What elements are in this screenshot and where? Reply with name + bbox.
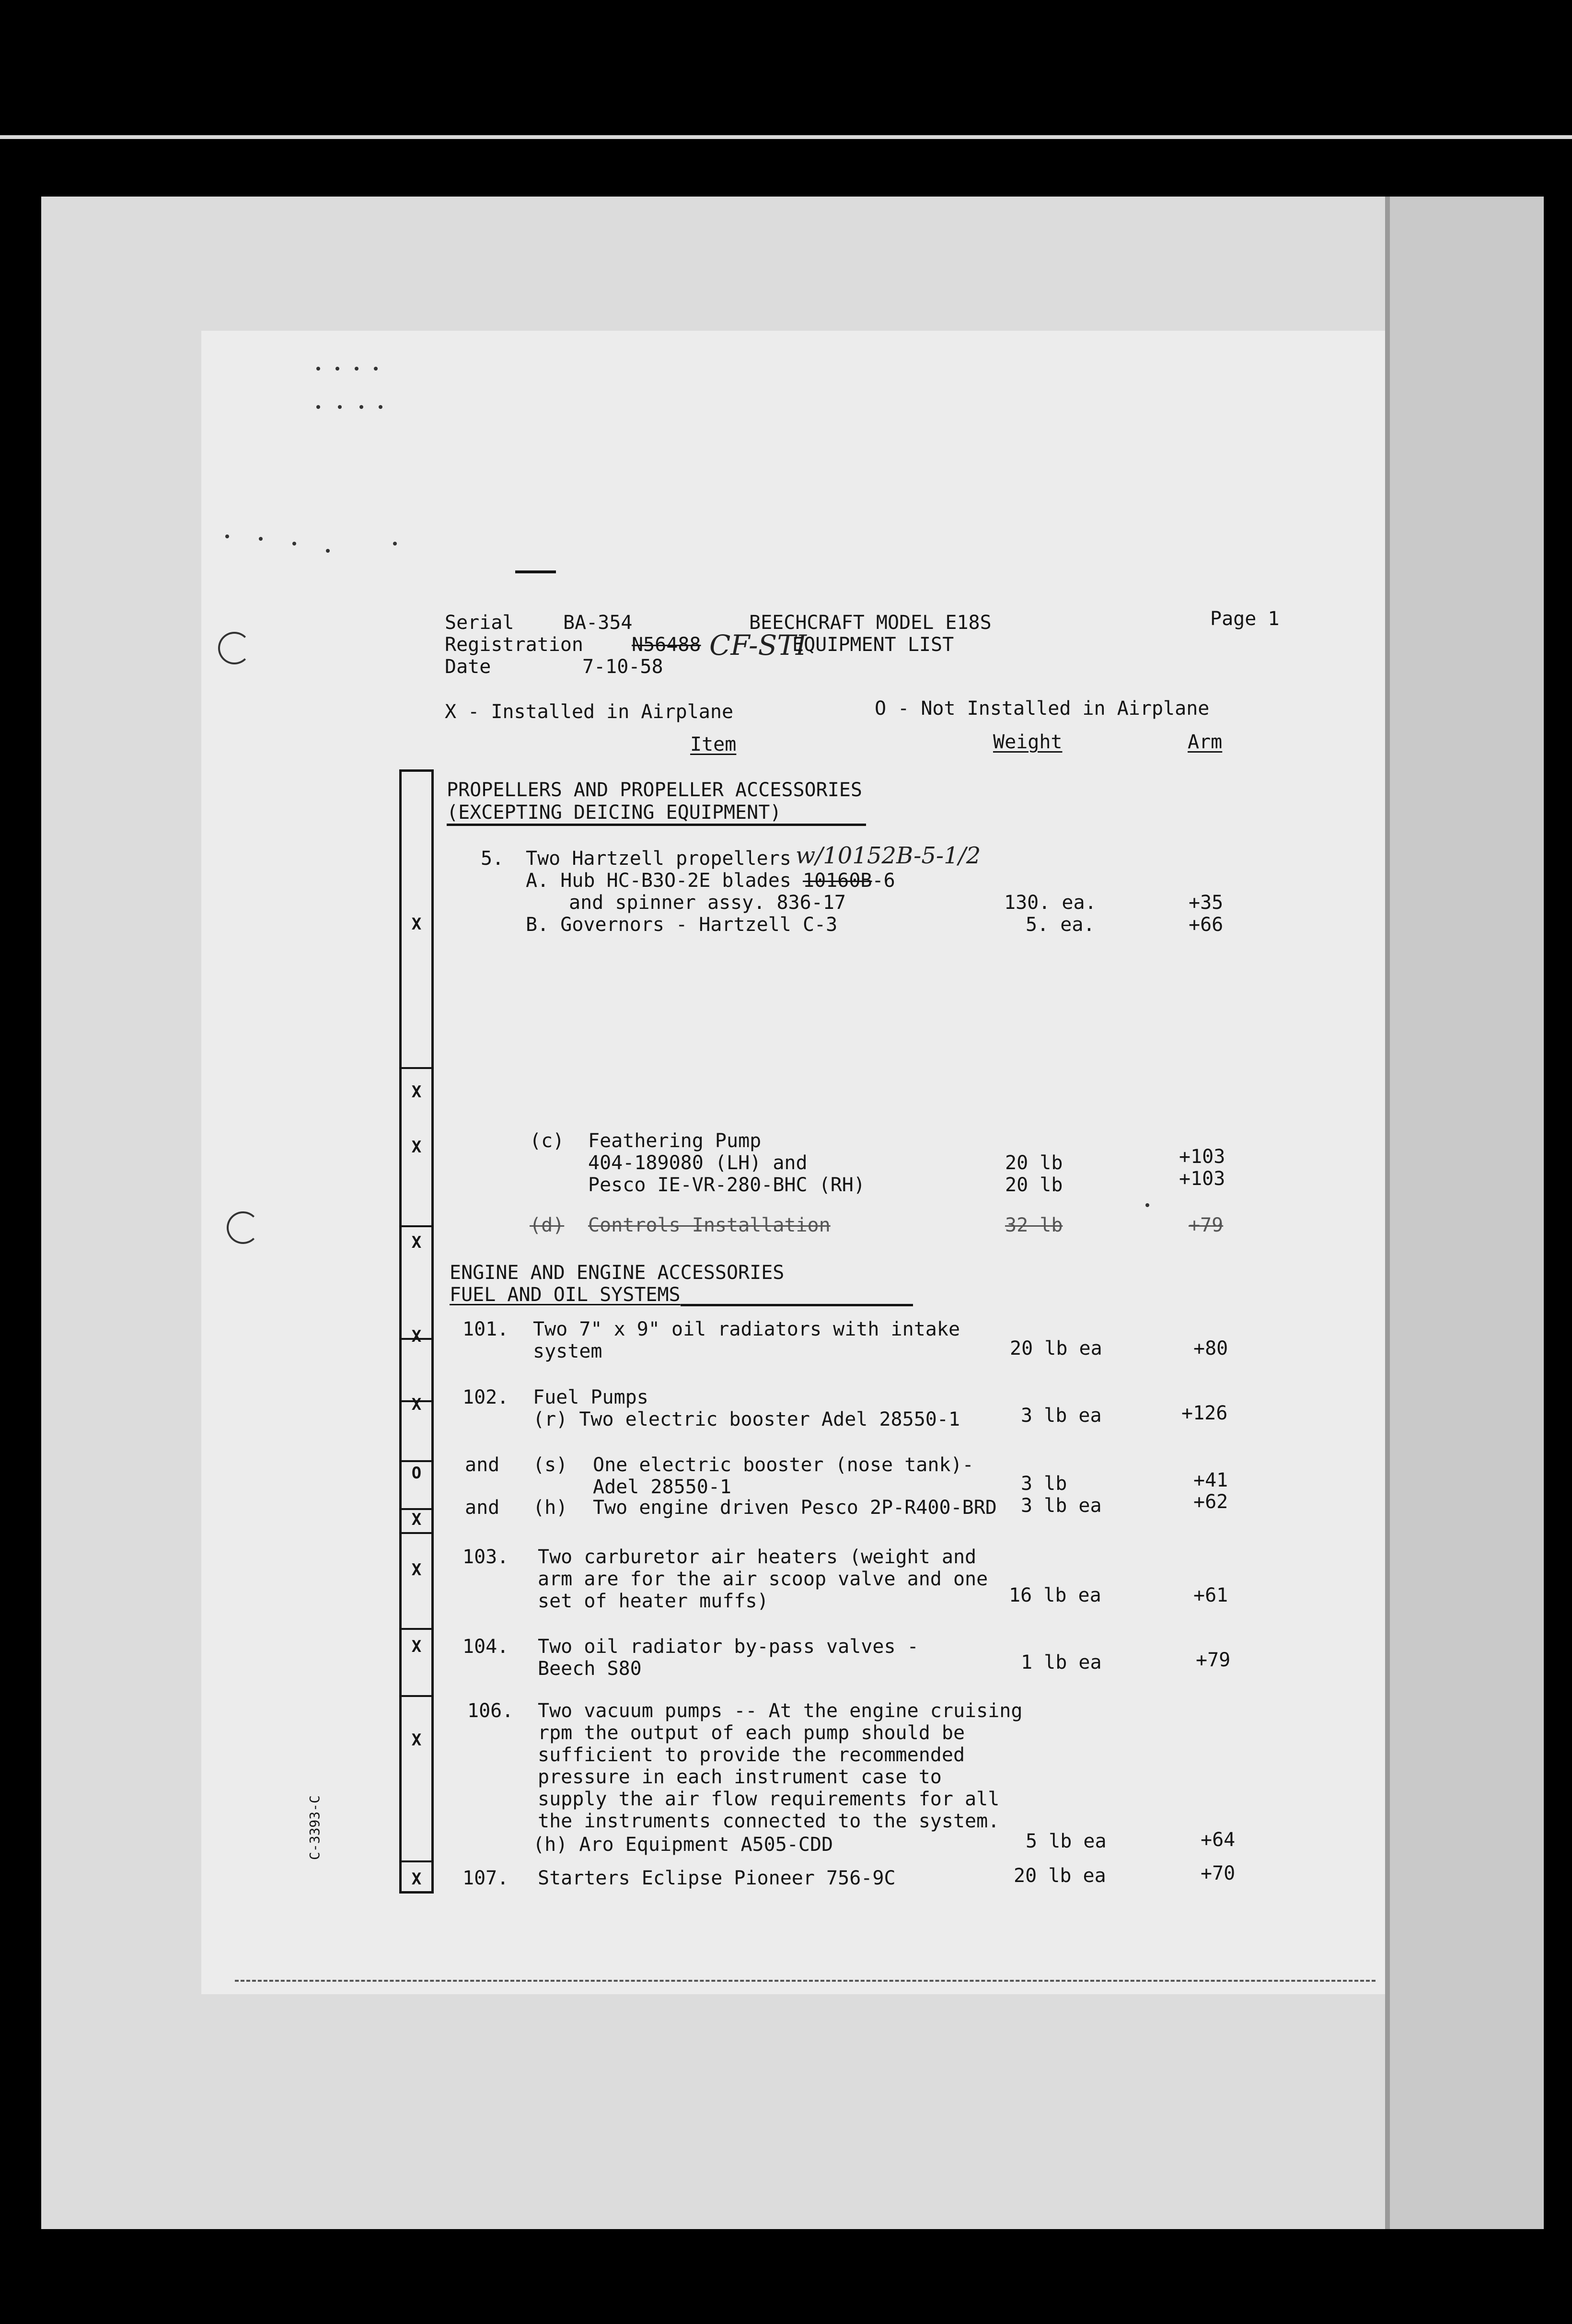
- section-propellers-title: PROPELLERS AND PROPELLER ACCESSORIES: [447, 779, 862, 801]
- item-description: 404-189080 (LH) and: [588, 1152, 808, 1174]
- item-weight: 5 lb ea: [1026, 1830, 1107, 1852]
- item-arm: +41: [1193, 1469, 1228, 1491]
- date-label: Date: [445, 656, 491, 678]
- check-mark: X: [411, 1870, 422, 1889]
- item-conjunction: and: [465, 1454, 500, 1476]
- item-description: (r) Two electric booster Adel 28550-1: [533, 1408, 960, 1430]
- outer-sheet-right-panel: [1385, 197, 1543, 2229]
- item-arm: +64: [1201, 1829, 1236, 1851]
- item-description: Feathering Pump: [588, 1130, 762, 1152]
- item-arm: +79: [1189, 1214, 1224, 1236]
- item-description: Adel 28550-1: [593, 1476, 731, 1498]
- item-description: supply the air flow requirements for all: [538, 1788, 1000, 1810]
- item-description: system: [533, 1340, 602, 1362]
- item-number: 103.: [462, 1546, 509, 1568]
- serial-value: BA-354: [563, 612, 633, 634]
- page-number: Page 1: [1210, 608, 1280, 630]
- item-description: Fuel Pumps: [533, 1386, 648, 1408]
- scan-speck: [225, 535, 229, 538]
- scan-speck: [359, 405, 363, 409]
- check-mark: X: [411, 1233, 422, 1252]
- scan-speck: [379, 405, 382, 409]
- punch-hole-top: [218, 632, 251, 664]
- item-description: Pesco IE-VR-280-BHC (RH): [588, 1174, 865, 1196]
- item-arm: +70: [1201, 1862, 1236, 1884]
- check-cell: [402, 1534, 431, 1630]
- serial-label: Serial: [445, 612, 514, 634]
- check-mark: O: [411, 1464, 422, 1483]
- page-bottom-edge: [235, 1980, 1376, 1982]
- item-description: Two 7" x 9" oil radiators with intake: [533, 1318, 960, 1340]
- item-description: arm are for the air scoop valve and one: [538, 1568, 988, 1590]
- scan-speck: [259, 537, 263, 541]
- item-weight: 16 lb ea: [1009, 1584, 1101, 1606]
- item-description: Controls Installation: [588, 1214, 831, 1236]
- item-description: [526, 870, 895, 892]
- item-description: sufficient to provide the recommended: [538, 1744, 965, 1766]
- item-number: 101.: [462, 1318, 509, 1340]
- item-description: (h) Aro Equipment A505-CDD: [533, 1834, 833, 1856]
- margin-stamp: C-3393-C: [307, 1795, 323, 1860]
- column-item: Item: [690, 733, 737, 755]
- item-arm: +103: [1179, 1168, 1225, 1190]
- scan-speck: [1145, 1203, 1149, 1207]
- item-number: 106.: [467, 1700, 514, 1722]
- item-description: Two oil radiator by-pass valves -: [538, 1636, 919, 1658]
- handwritten-note: w/10152B-5-1/2: [796, 842, 981, 869]
- item-description: One electric booster (nose tank)-: [593, 1454, 974, 1476]
- registration-label: Registration: [445, 634, 583, 656]
- item-weight: 20 lb ea: [1014, 1865, 1106, 1887]
- item-description: set of heater muffs): [538, 1590, 769, 1612]
- item-weight: 20 lb ea: [1010, 1337, 1102, 1360]
- registration-handwritten: CF-STI: [709, 629, 807, 662]
- item-weight: 20 lb: [1005, 1152, 1063, 1174]
- item-arm: +80: [1193, 1337, 1228, 1360]
- item-description: Two Hartzell propellers: [526, 848, 791, 870]
- scan-speck: [335, 367, 339, 371]
- section-propellers-subtitle: (EXCEPTING DEICING EQUIPMENT): [447, 802, 782, 824]
- item-number: 102.: [462, 1386, 509, 1408]
- item-description: B. Governors - Hartzell C-3: [526, 914, 838, 936]
- section-underline: [681, 1304, 913, 1306]
- item-label: (d): [530, 1214, 565, 1236]
- item-weight: 3 lb: [1021, 1473, 1067, 1495]
- scan-speck: [338, 405, 342, 409]
- item-description: the instruments connected to the system.: [538, 1810, 1000, 1832]
- date-value: 7-10-58: [582, 656, 663, 678]
- scan-speck: [316, 405, 320, 409]
- check-cell: [402, 1697, 431, 1862]
- item-description: Two engine driven Pesco 2P-R400-BRD: [593, 1497, 997, 1519]
- item-number: 107.: [462, 1867, 509, 1889]
- item-weight: 5. ea.: [1026, 914, 1095, 936]
- registration-struck: N56488: [632, 634, 701, 656]
- scan-speck: [292, 542, 296, 546]
- scan-speck: [355, 367, 358, 371]
- item-arm: +62: [1193, 1491, 1228, 1513]
- column-weight: Weight: [993, 731, 1063, 753]
- check-mark: X: [411, 1082, 422, 1102]
- film-edge-top: [0, 135, 1572, 139]
- check-mark: X: [411, 1560, 422, 1580]
- item-description: pressure in each instrument case to: [538, 1766, 942, 1788]
- item-description: Starters Eclipse Pioneer 756-9C: [538, 1867, 896, 1889]
- item-weight: 32 lb: [1005, 1214, 1063, 1236]
- item-description: Two carburetor air heaters (weight and: [538, 1546, 977, 1568]
- item-weight: 130. ea.: [1004, 892, 1097, 914]
- item-number: 5.: [481, 848, 504, 870]
- sheet-fold: [1385, 197, 1390, 2229]
- legend-installed: X - Installed in Airplane: [445, 701, 734, 723]
- item-conjunction: and: [465, 1497, 500, 1519]
- item-label: (h): [533, 1497, 568, 1519]
- check-mark: X: [411, 1395, 422, 1414]
- item-number: 104.: [462, 1636, 509, 1658]
- item-arm: +126: [1181, 1402, 1228, 1424]
- hub-suffix: -6: [872, 870, 895, 892]
- item-arm: +79: [1196, 1649, 1231, 1671]
- check-mark: X: [411, 1510, 422, 1529]
- check-mark: X: [411, 1327, 422, 1346]
- section-engine-subtitle: FUEL AND OIL SYSTEMS: [450, 1284, 681, 1306]
- scan-speck: [393, 542, 397, 546]
- item-weight: 3 lb ea: [1021, 1495, 1102, 1517]
- scan-speck: [374, 367, 378, 371]
- check-mark: X: [411, 915, 422, 934]
- scan-speck: [326, 549, 330, 553]
- item-label: (c): [530, 1130, 565, 1152]
- item-arm: +61: [1193, 1584, 1228, 1606]
- check-mark: X: [411, 1731, 422, 1750]
- scan-mark: [515, 570, 556, 573]
- title-equipment-list: EQUIPMENT LIST: [792, 634, 954, 656]
- item-weight: 20 lb: [1005, 1174, 1063, 1196]
- item-label: (s): [533, 1454, 568, 1476]
- scan-speck: [316, 367, 320, 371]
- item-arm: +66: [1189, 914, 1224, 936]
- section-underline: [447, 824, 866, 826]
- punch-hole-bottom: [227, 1211, 259, 1244]
- item-description: rpm the output of each pump should be: [538, 1722, 965, 1744]
- hub-text: A. Hub HC-B3O-2E blades: [526, 870, 791, 892]
- item-arm: +35: [1189, 892, 1224, 914]
- item-weight: 3 lb ea: [1021, 1405, 1102, 1427]
- column-arm: Arm: [1188, 731, 1223, 753]
- item-weight: 1 lb ea: [1021, 1651, 1102, 1673]
- item-description: Beech S80: [538, 1658, 642, 1680]
- struck-text: 10160B: [802, 870, 872, 892]
- installed-column: [399, 769, 434, 1894]
- section-engine-title: ENGINE AND ENGINE ACCESSORIES: [450, 1262, 785, 1284]
- title-model: BEECHCRAFT MODEL E18S: [749, 612, 992, 634]
- check-mark: X: [411, 1138, 422, 1157]
- check-cell: [402, 1340, 431, 1402]
- check-mark: X: [411, 1637, 422, 1656]
- item-description: and spinner assy. 836-17: [569, 892, 846, 914]
- item-description: Two vacuum pumps -- At the engine cruising: [538, 1700, 1023, 1722]
- legend-not-installed: O - Not Installed in Airplane: [875, 697, 1210, 720]
- item-arm: +103: [1179, 1146, 1225, 1168]
